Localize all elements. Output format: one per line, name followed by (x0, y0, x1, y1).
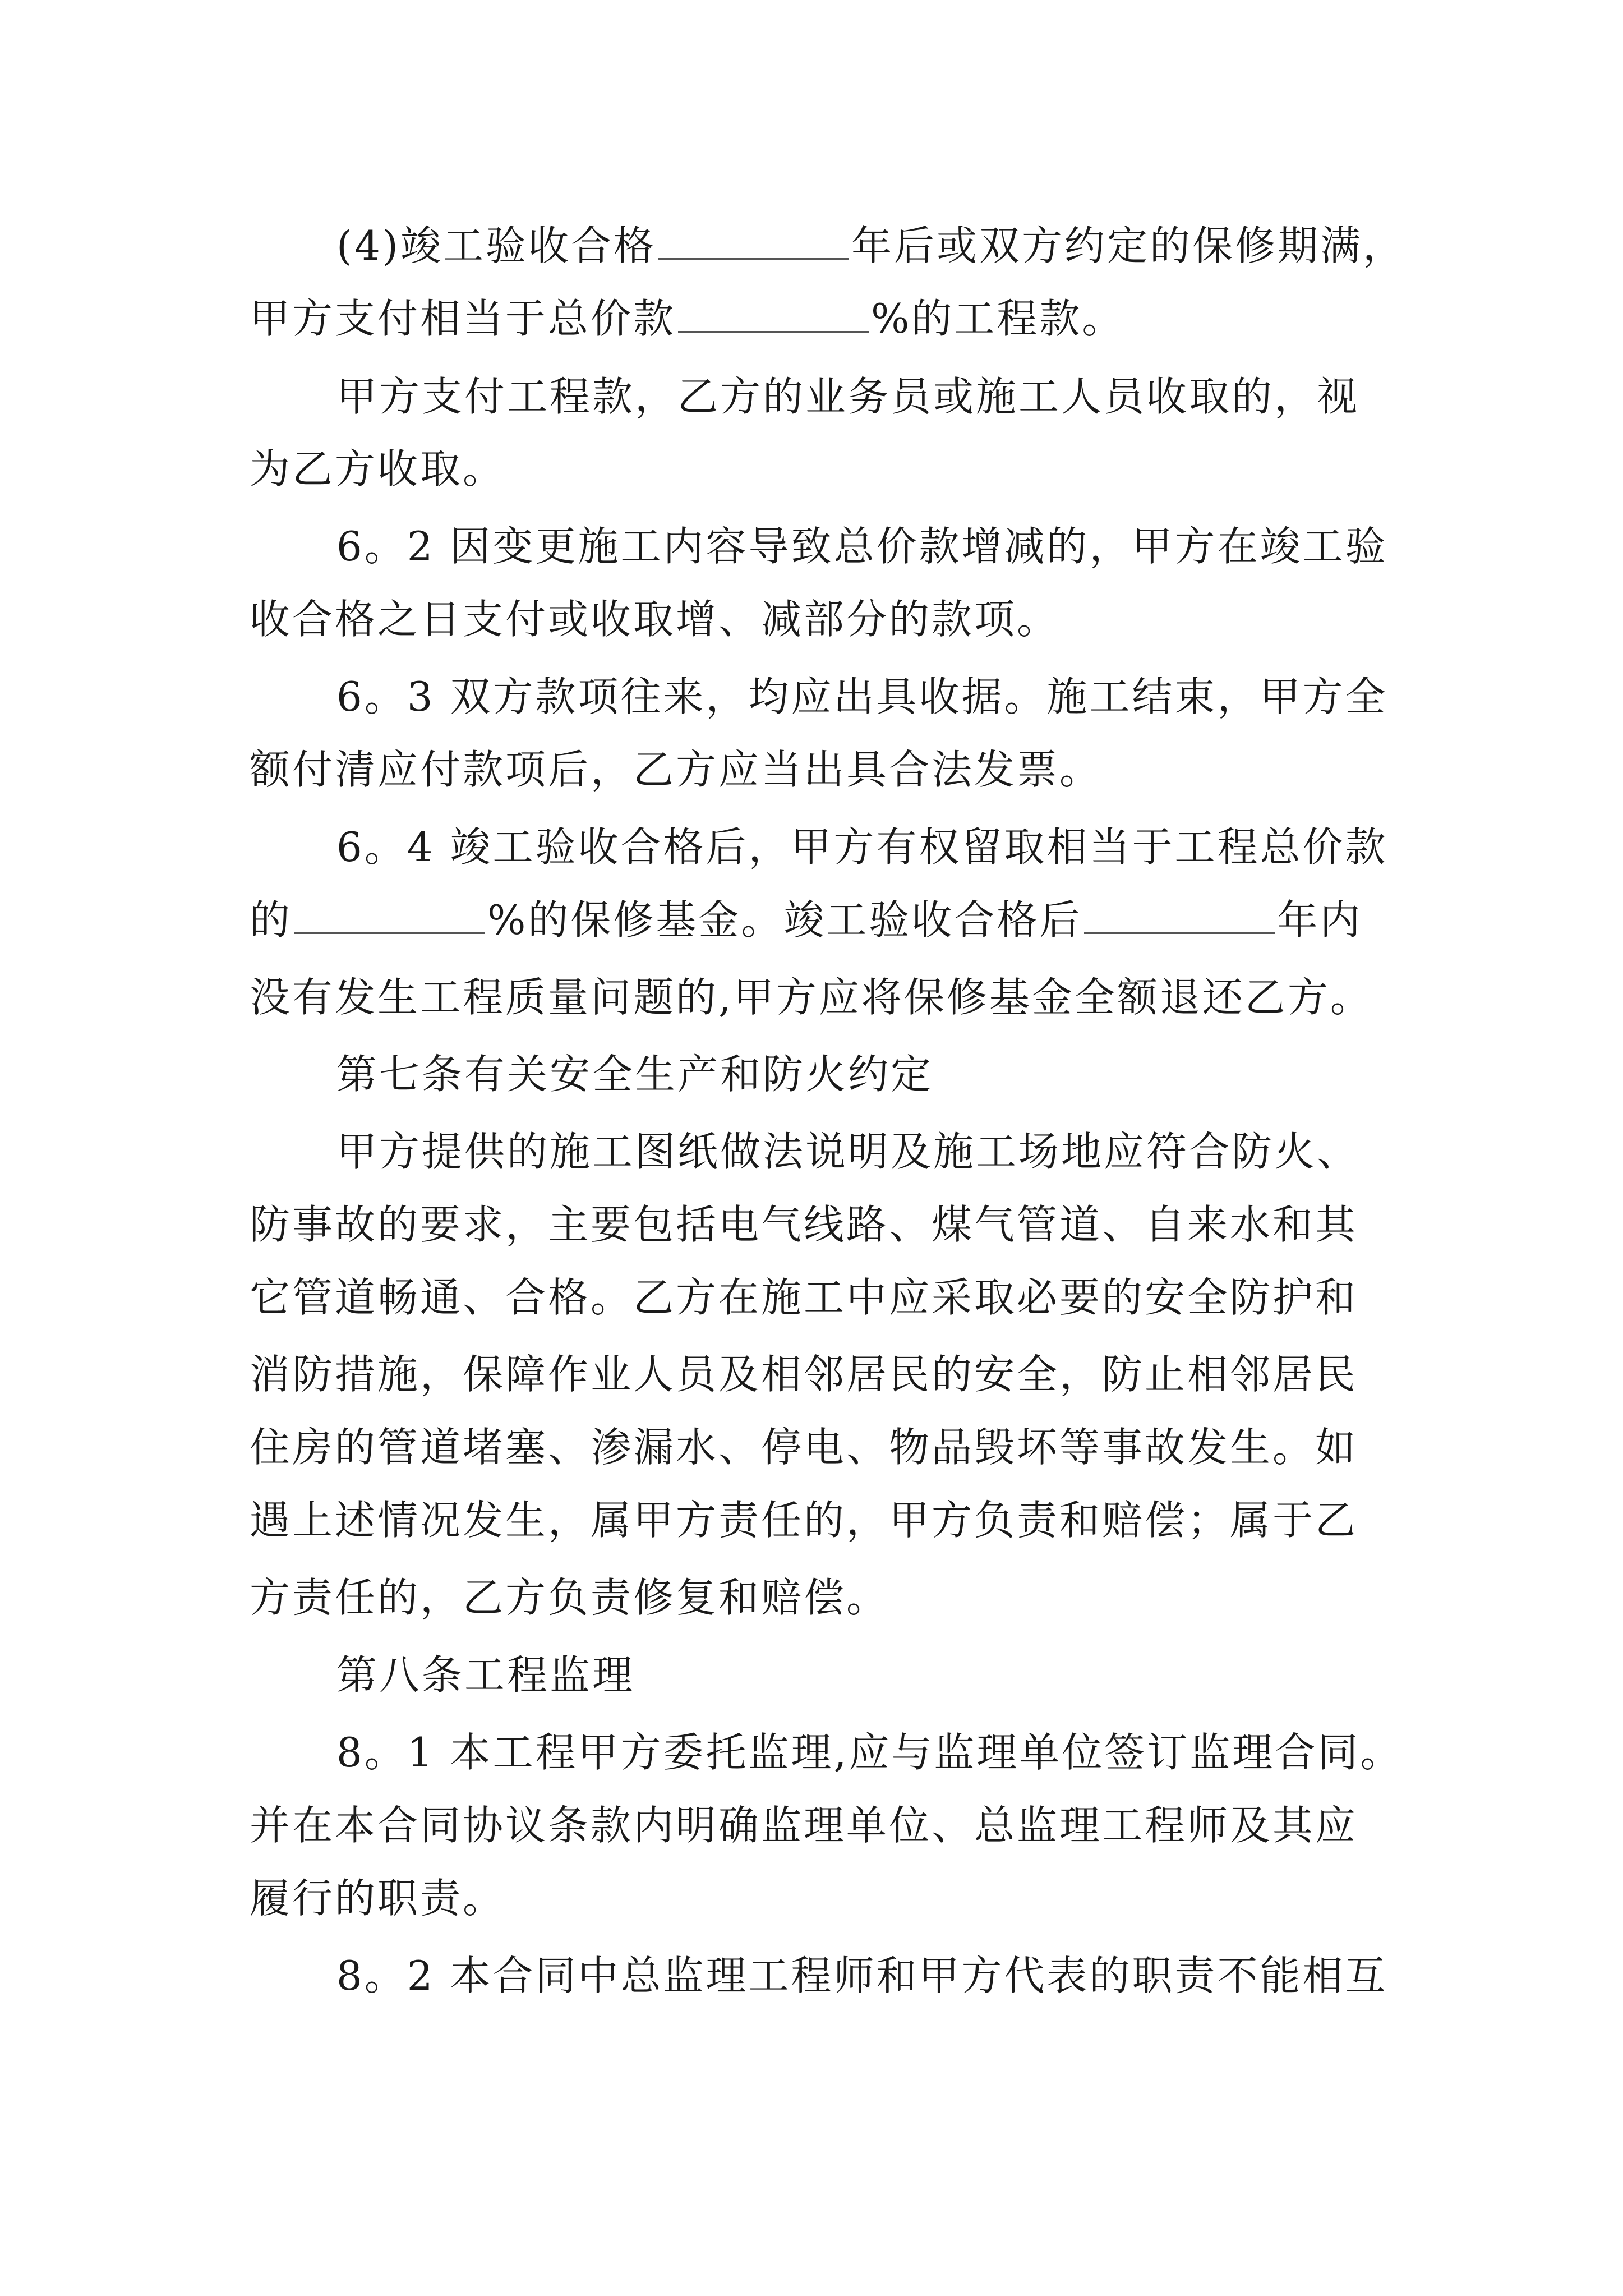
text-line: 收合格之日支付或收取增、减部分的款项。 (250, 596, 1060, 643)
text-line: 遇上述情况发生，属甲方责任的，甲方负责和赔偿；属于乙 (250, 1497, 1358, 1544)
fill-in-blank (658, 224, 849, 260)
text-line: 8。2 本合同中总监理工程师和甲方代表的职责不能相互 (336, 1952, 1388, 1999)
text-line: 方责任的，乙方负责修复和赔偿。 (250, 1574, 889, 1621)
fill-in-blank (678, 297, 869, 333)
text-line: 没有发生工程质量问题的,甲方应将保修基金全额退还乙方。 (250, 974, 1373, 1021)
text-run: 的 (250, 896, 293, 944)
fill-in-blank (294, 899, 485, 934)
text-line: 甲方支付工程款，乙方的业务员或施工人员收取的，视 (336, 373, 1360, 420)
text-run: (4)竣工验收合格 (336, 222, 656, 269)
text-line: 防事故的要求，主要包括电气线路、煤气管道、自来水和其 (250, 1201, 1358, 1248)
text-run: %的保修基金。竣工验收合格后 (487, 896, 1082, 944)
text-run: %的工程款。 (871, 295, 1125, 342)
text-line (250, 886, 1362, 954)
text-run: 年内 (1277, 896, 1363, 944)
text-line (250, 285, 1124, 352)
text-run: 年后或双方约定的保修期满， (851, 222, 1406, 269)
text-line: 6。3 双方款项往来，均应出具收据。施工结束，甲方全 (336, 673, 1388, 720)
text-line: 消防措施，保障作业人员及相邻居民的安全，防止相邻居民 (250, 1351, 1358, 1398)
text-line: 6。2 因变更施工内容导致总价款增减的，甲方在竣工验 (336, 523, 1388, 570)
text-line: 它管道畅通、合格。乙方在施工中应采取必要的安全防护和 (250, 1274, 1358, 1321)
text-line: 为乙方收取。 (250, 445, 506, 493)
text-line (336, 212, 1405, 279)
text-line: 并在本合同协议条款内明确监理单位、总监理工程师及其应 (250, 1802, 1358, 1849)
text-line: 履行的职责。 (250, 1875, 506, 1922)
section-heading: 第七条有关安全生产和防火约定 (336, 1051, 934, 1098)
text-run: 甲方支付相当于总价款 (250, 295, 676, 342)
text-line: 6。4 竣工验收合格后，甲方有权留取相当于工程总价款 (336, 823, 1388, 871)
text-line: 住房的管道堵塞、渗漏水、停电、物品毁坏等事故发生。如 (250, 1424, 1358, 1471)
text-line: 甲方提供的施工图纸做法说明及施工场地应符合防火、 (336, 1128, 1360, 1175)
fill-in-blank (1084, 899, 1275, 934)
section-heading: 第八条工程监理 (336, 1651, 635, 1699)
text-line: 额付清应付款项后，乙方应当出具合法发票。 (250, 746, 1103, 793)
text-line: 8。1 本工程甲方委托监理,应与监理单位签订监理合同。 (336, 1729, 1403, 1776)
